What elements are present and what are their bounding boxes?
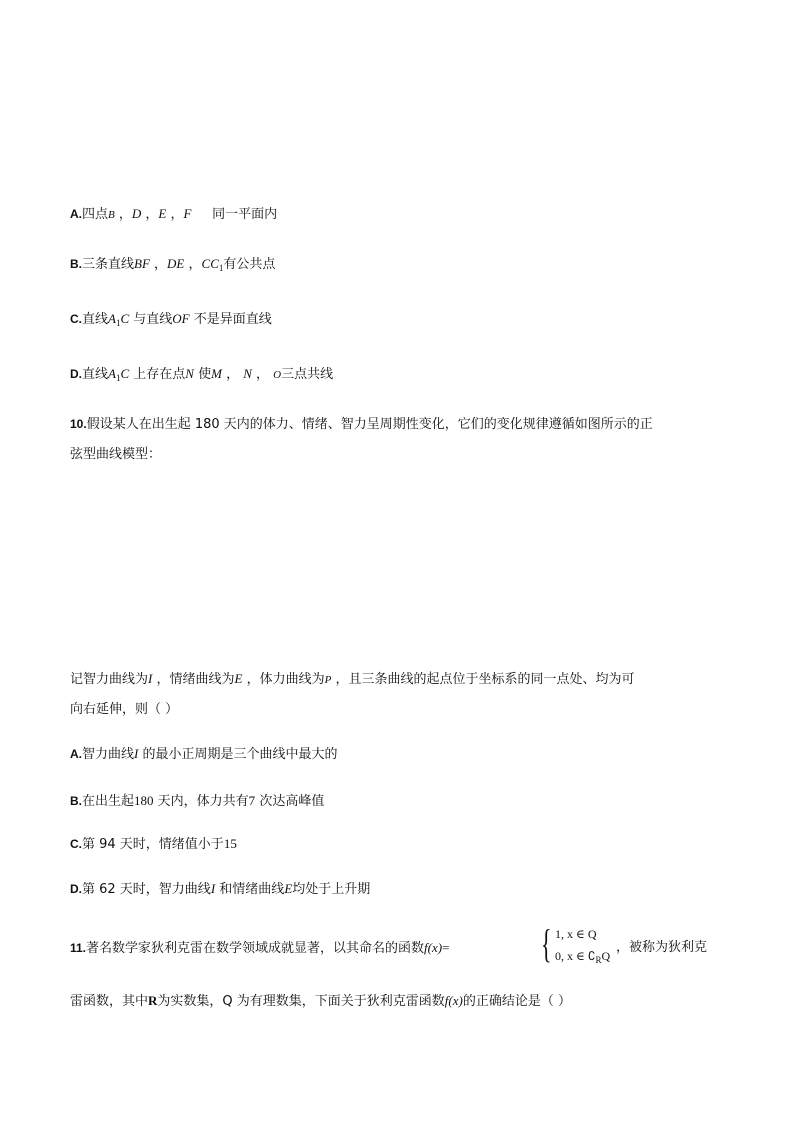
number: 180 xyxy=(134,793,154,808)
option-text: 使 xyxy=(198,367,212,382)
math-var: I xyxy=(210,881,216,896)
question-text: 向右延伸，则（ ） xyxy=(70,702,179,717)
option-text: 同一平面内 xyxy=(212,207,278,222)
option-label: A. xyxy=(70,747,82,761)
q10-condition-line2 xyxy=(70,701,178,719)
option-text: 智力曲线 xyxy=(82,747,135,762)
math-var: A xyxy=(108,311,116,326)
option-text: 直线 xyxy=(82,312,109,327)
option-label: B. xyxy=(70,794,82,808)
q9-option-b: B.三条直线BF ，DE ，$CC_1$有公共点 xyxy=(70,256,276,273)
piecewise-function xyxy=(541,921,611,970)
q11-stem-line1-tail xyxy=(616,939,707,957)
option-text: 不是异面直线 xyxy=(193,312,272,327)
q9-option-a: A.四点B ，D ，E ，F 同一平面内 xyxy=(70,206,278,222)
math-subscript: R xyxy=(595,955,602,965)
math-var: CC xyxy=(201,256,219,271)
question-text: 为实数集，Q 为有理数集，下面关于狄利克雷函数 xyxy=(157,994,445,1009)
question-text: 假设某人在出生起 180 天内的体力、情绪、智力呈周期性变化，它们的变化规律遵循如图所示的正 xyxy=(86,417,653,432)
option-text: 第 62 天时，智力曲线 xyxy=(82,882,211,897)
math-var: A xyxy=(108,366,116,381)
option-text: 次达高峰值 xyxy=(259,794,325,809)
math-var: I xyxy=(134,746,139,761)
math-var: F xyxy=(183,206,192,221)
question-text: 记智力曲线为 xyxy=(70,672,149,687)
question-text: 著名数学家狄利克雷在数学领域成就显著，以其命名的函数 xyxy=(86,941,425,956)
question-text: 弦型曲线模型： xyxy=(70,447,162,462)
option-text: 的最小正周期是三个曲线中最大的 xyxy=(142,747,338,762)
question-text: ，且三条曲线的起点位于坐标系的同一点处、均为可 xyxy=(335,672,635,687)
math-equals: = xyxy=(442,940,450,955)
math-var: R xyxy=(148,993,158,1008)
option-text: 三点共线 xyxy=(281,367,334,382)
q10-option-a xyxy=(70,745,338,764)
piecewise-row-2 xyxy=(555,949,610,965)
number: 7 xyxy=(248,793,256,808)
math-subscript: 1 xyxy=(115,318,121,328)
option-text: 有公共点 xyxy=(223,257,276,272)
option-label: A. xyxy=(70,207,82,221)
math-subscript: 1 xyxy=(115,373,121,383)
question-text: 的正确结论是（ ） xyxy=(462,994,571,1009)
question-number: 11. xyxy=(70,941,87,955)
option-text: 上存在点 xyxy=(133,367,186,382)
option-text: 三条直线 xyxy=(82,257,135,272)
math-var: P xyxy=(324,674,332,686)
math-var: E xyxy=(234,671,243,686)
question-text: ，被称为狄利克 xyxy=(616,940,708,955)
math-function: f(x) xyxy=(424,940,443,955)
math-var: E xyxy=(158,206,167,221)
q11-stem-line2 xyxy=(70,992,571,1011)
piecewise-row-1: 1, x ∈ Q xyxy=(555,927,597,941)
brace-icon: { xyxy=(541,921,552,966)
q10-stem-line2 xyxy=(70,446,161,464)
q9-option-c xyxy=(70,310,272,332)
option-label: D. xyxy=(70,367,82,381)
option-text: 均处于上升期 xyxy=(292,882,371,897)
q10-stem-line1 xyxy=(70,415,653,434)
option-text: 第 94 天时，情绪值小于 xyxy=(82,837,224,852)
option-label: B. xyxy=(70,257,82,271)
math-subscript: 1 xyxy=(218,263,224,273)
option-text: 和情绪曲线 xyxy=(219,882,285,897)
math-var: N xyxy=(243,366,252,381)
piecewise-row-2-end: Q xyxy=(601,949,611,963)
q9-option-d: D.直线$A_1C$ 上存在点N 使M ， N ， O三点共线 xyxy=(70,366,334,383)
question-text: 雷函数，其中 xyxy=(70,994,149,1009)
math-var: O xyxy=(273,369,282,381)
math-var: D xyxy=(131,206,142,221)
option-label: C. xyxy=(70,837,82,851)
math-function: f(x) xyxy=(444,993,463,1008)
question-text: ，情绪曲线为 xyxy=(156,672,235,687)
q10-condition-line1 xyxy=(70,670,635,689)
option-text: 四点 xyxy=(82,207,109,222)
option-text: 在出生起 xyxy=(82,794,135,809)
question-text: ，体力曲线为 xyxy=(246,672,325,687)
option-label: D. xyxy=(70,882,82,896)
math-var: M xyxy=(211,366,222,381)
q10-option-b xyxy=(70,792,324,811)
option-label: C. xyxy=(70,312,82,326)
question-number: 10. xyxy=(70,417,87,431)
q10-option-c xyxy=(70,835,237,854)
q11-stem-line1 xyxy=(70,939,449,958)
math-var: DE xyxy=(167,256,185,271)
option-text: 与直线 xyxy=(133,312,173,327)
math-var: C xyxy=(120,311,130,326)
option-text: 天内，体力共有 xyxy=(157,794,249,809)
math-var: OF xyxy=(172,311,190,326)
q10-option-d xyxy=(70,880,370,899)
math-var: N xyxy=(185,366,194,381)
number: 15 xyxy=(223,836,237,851)
math-var: C xyxy=(120,366,130,381)
math-var: I xyxy=(148,671,153,686)
math-var: B xyxy=(108,209,115,221)
math-var: BF xyxy=(134,256,150,271)
option-text: 直线 xyxy=(82,367,109,382)
math-var: E xyxy=(284,881,293,896)
piecewise-row-2-text: 0, x ∈ ∁ xyxy=(555,949,596,963)
